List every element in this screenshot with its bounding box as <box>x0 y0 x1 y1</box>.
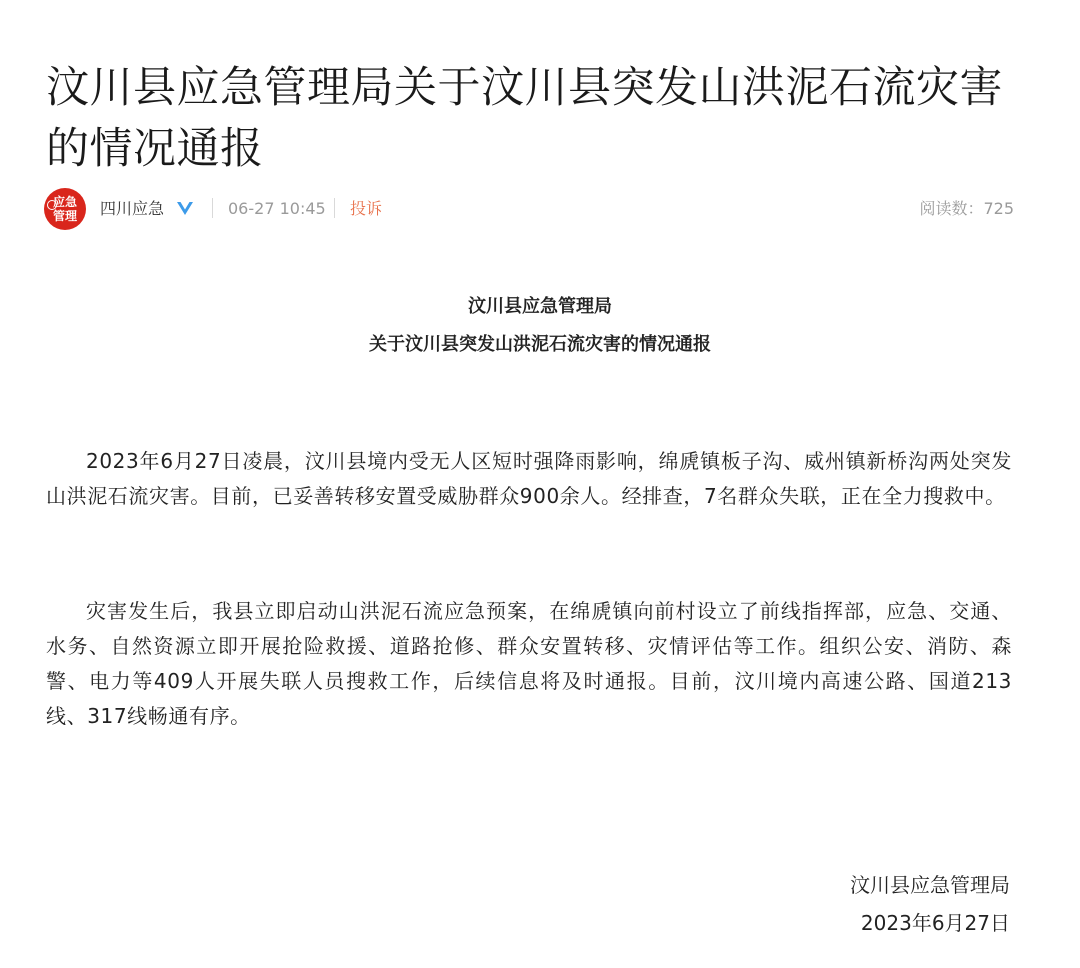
meta-divider <box>334 198 335 218</box>
author-avatar[interactable] <box>44 188 86 230</box>
publish-time: 06-27 10:45 <box>228 199 326 218</box>
author-name[interactable]: 四川应急 <box>100 199 165 218</box>
article-title: 汶川县应急管理局关于汶川县突发山洪泥石流灾害的情况通报 <box>46 63 1003 174</box>
signature-org: 汶川县应急管理局 <box>850 873 1010 897</box>
read-count: 阅读数：725 <box>919 199 1014 218</box>
meta-divider <box>212 198 213 218</box>
article-meta <box>44 188 1014 230</box>
avatar-text: 应急管理 <box>52 195 77 223</box>
body-paragraph: 2023年6月27日凌晨，汶川县境内受无人区短时强降雨影响，绵虒镇板子沟、威州镇新桥沟两处突发山洪泥石流灾害。目前，已妥善转移安置受威胁群众900余人。经排查，7名群众失联，正在全力搜救中。 <box>46 449 1012 508</box>
document-heading-org: 汶川县应急管理局 <box>468 296 612 317</box>
report-link[interactable]: 投诉 <box>350 199 383 218</box>
signature-date: 2023年6月27日 <box>860 911 1010 935</box>
body-paragraph: 灾害发生后，我县立即启动山洪泥石流应急预案，在绵虒镇向前村设立了前线指挥部，应急、交通、水务、自然资源立即开展抢险救援、道路抢修、群众安置转移、灾情评估等工作。组织公安、消防、森警、电力等409人开展失联人员搜救工作，后续信息将及时通报。目前，汶川境内高速公路、国道213 线、317线畅通有序。 <box>46 599 1012 728</box>
document-heading-subject: 关于汶川县突发山洪泥石流灾害的情况通报 <box>369 334 711 355</box>
verified-v-icon <box>174 197 196 219</box>
